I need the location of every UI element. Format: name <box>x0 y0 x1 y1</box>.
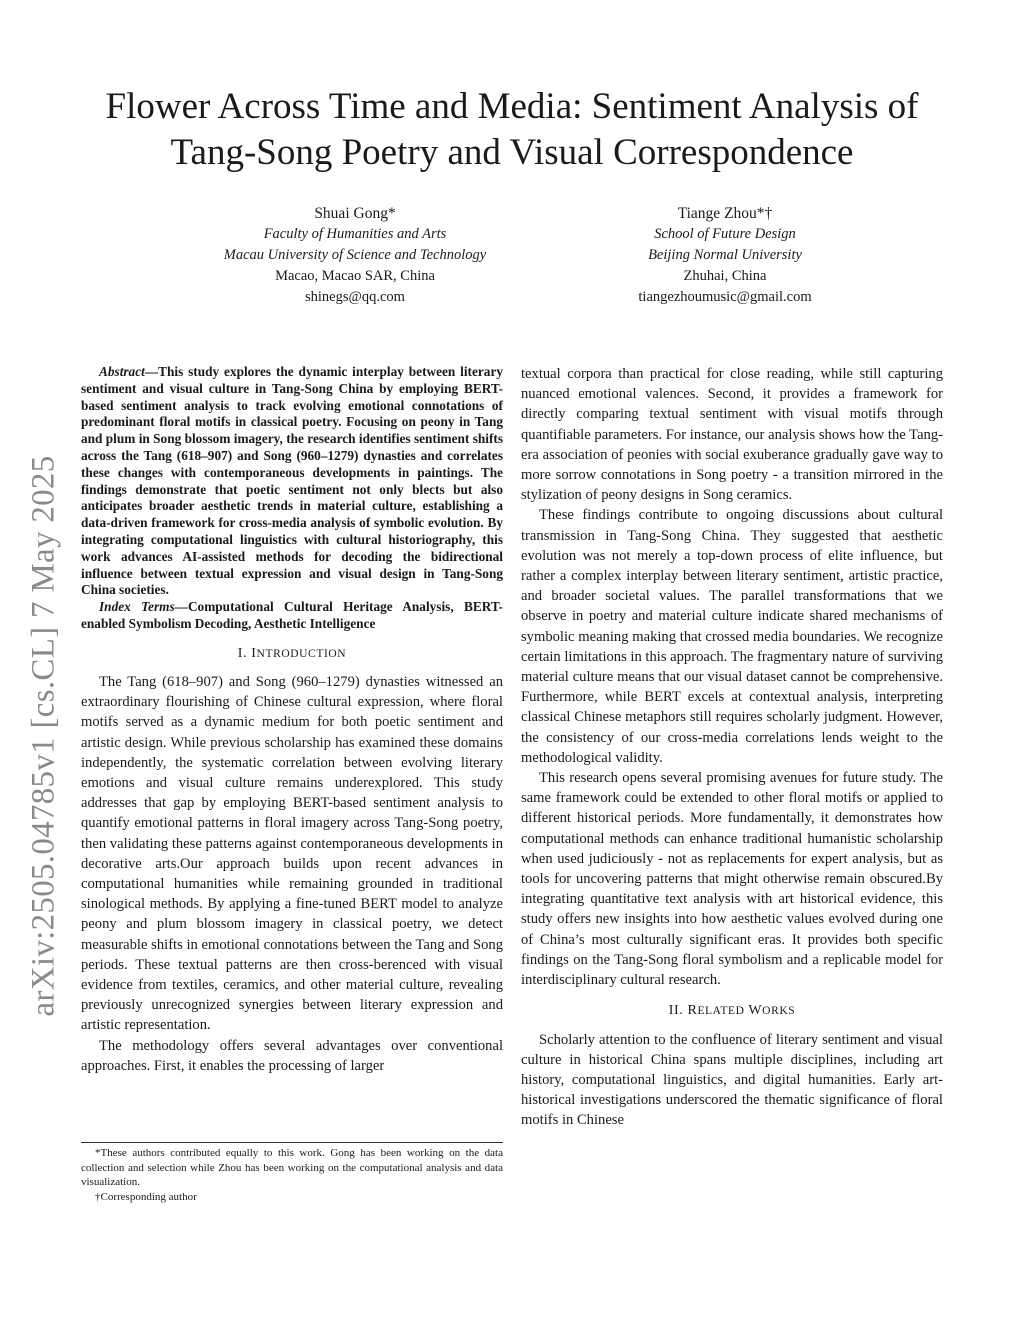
author-location: Zhuhai, China <box>683 268 767 284</box>
left-column <box>81 364 503 1076</box>
intro-paragraph-3: These findings contribute to ongoing discussions about cultural transmission in Tang-Song China. They suggested that aesthetic evolution was not merely a top-down process of elite influence, but rather a complex interplay between literary sentiment, artistic practice, and broader societal values. The parallel transformations that we observe in poetry and material culture indicate shared mechanisms of symbolic meaning making that crossed media boundaries. We recognize certain limitations in this approach. The fragmentary nature of surviving material culture means that our visual dataset cannot be comprehensive. Furthermore, while BERT excels at contextual analysis, interpreting classical Chinese metaphors still requires scholarly judgment. However, the consistency of our cross-media correlations lends weight to the methodological validity. <box>521 507 944 766</box>
author-institution: Macau University of Science and Technology <box>223 247 487 263</box>
index-terms <box>81 599 503 633</box>
section-title-rest: NTRODUCTION <box>256 647 347 660</box>
section-number: II. <box>668 1003 684 1019</box>
author-institution: Beijing Normal University <box>648 247 802 263</box>
author-email: tiangezhoumusic@gmail.com <box>638 289 812 305</box>
intro-paragraph-1: The Tang (618–907) and Song (960–1279) dynasties witnessed an extraordinary flourishing of Chinese cultural expression, where floral motifs served as a dynamic medium for both poetic sentiment and artistic design. While previous scholarship has examined these domains independently, the systematic correlation between evolving literary emotions and visual culture remains underexplored. This study addresses that gap by employing BERT-based sentiment analysis to quantify emotional patterns in floral imagery across Tang-Song poetry, then validating these patterns against contemporaneous developments in decorative arts.Our approach builds upon recent advances in computational humanities while remaining grounded in traditional sinological methods. By applying a fine-tuned BERT model to analyze peony and plum blossom imagery in classical poetry, we detect measurable shifts in emotional connotations between the Tang and Song periods. These textual patterns are then cross-berenced with visual evidence from textiles, ceramics, and other material culture, revealing previously unrecognized synergies between literary expression and artistic representation. <box>81 673 503 1034</box>
section-title-initial: R <box>687 1003 698 1019</box>
abstract-text: —This study explores the dynamic interplay between literary sentiment and visual culture in Tang-Song China by employing BERT-based sentiment analysis to track evolving emotional connotations of predominant floral motifs in classical poetry. Focusing on peony in Tang and plum in Song blossom imagery, the research identifies sentiment shifts across the Tang (618–907) and Song (960–1279) dynasties and correlates these changes with contemporaneous developments in paintings. The findings demonstrate that poetic sentiment not only blects but also anticipates broader aesthetic trends in material culture, establishing a data-driven framework for cross-media analysis of symbolic evolution. By integrating computational linguistics with cultural historiography, this work advances AI-assisted methods for decoding the bidirectional influence between textual expression and visual design in Tang-Song China societies. <box>81 364 503 598</box>
section-title-rest: ORKS <box>762 1005 796 1018</box>
section-title-initial: I <box>251 645 257 661</box>
abstract <box>81 364 503 599</box>
section-heading-introduction <box>81 644 503 664</box>
author-department: School of Future Design <box>654 226 796 242</box>
footnote-equal-contribution: *These authors contributed equally to this work. Gong has been working on the data collection and selection while Zhou has been working on the computational analysis and data visualization. <box>81 1147 503 1188</box>
related-works-paragraph-1: Scholarly attention to the confluence of literary sentiment and visual culture in historical China spans multiple disciplines, including art history, computational linguistics, and digital humanities. Early art-historical investigations underscored the thematic significance of floral motifs in Chinese <box>521 1031 943 1129</box>
intro-paragraph-2-continued: textual corpora than practical for close reading, while still capturing nuanced emotional valences. Second, it provides a framework for directly comparing textual sentiment with visual motifs through quantifiable parameters. For instance, our analysis shows how the Tang-era association of peonies with social exuberance gradually gave way to more sorrow connotations in Song poetry - a transition mirrored in the stylization of peony designs in Song ceramics. <box>521 366 943 504</box>
right-column <box>521 364 943 1131</box>
footnote-corresponding-author: †Corresponding author <box>95 1190 197 1203</box>
section-title-rest: ELATED <box>697 1005 745 1018</box>
paper-title: Flower Across Time and Media: Sentiment Analysis of Tang-Song Poetry and Visual Correspondence <box>105 86 919 173</box>
section-number: I. <box>237 645 248 661</box>
author-block-1 <box>175 203 535 308</box>
author-location: Macao, Macao SAR, China <box>275 268 435 284</box>
author-email: shinegs@qq.com <box>305 289 405 305</box>
arxiv-identifier: arXiv:2505.04785v1 [cs.CL] 7 May 2025 <box>25 455 62 1017</box>
index-terms-label: Index Terms <box>99 599 175 615</box>
index-terms-text: —Computational Cultural Heritage Analysis, BERT-enabled Symbolism Decoding, Aesthetic Intelligence <box>81 599 503 631</box>
intro-paragraph-2: The methodology offers several advantages over conventional approaches. First, it enables the processing of larger <box>81 1037 503 1074</box>
section-heading-related-works <box>521 1001 943 1021</box>
intro-paragraph-4: This research opens several promising avenues for future study. The same framework could be extended to other floral motifs or applied to different historical periods. More fundamentally, it demonstrates how computational methods can enhance traditional humanistic scholarship when used judiciously - not as replacements for expert analysis, but as tools for uncovering patterns that might otherwise remain obscured.By integrating quantitative text analysis with art historical evidence, this study offers new insights into how aesthetic values evolved during one of China’s most culturally significant eras. It provides both specific findings on the Tang-Song floral symbolism and a replicable model for interdisciplinary cultural research. <box>521 770 943 989</box>
author-department: Faculty of Humanities and Arts <box>263 226 447 242</box>
author-name: Tiange Zhou*† <box>677 205 773 222</box>
footnotes <box>81 1142 503 1204</box>
author-name: Shuai Gong* <box>314 205 396 222</box>
abstract-label: Abstract <box>99 364 145 379</box>
section-title-initial: W <box>748 1003 763 1019</box>
author-block-2 <box>545 203 905 308</box>
